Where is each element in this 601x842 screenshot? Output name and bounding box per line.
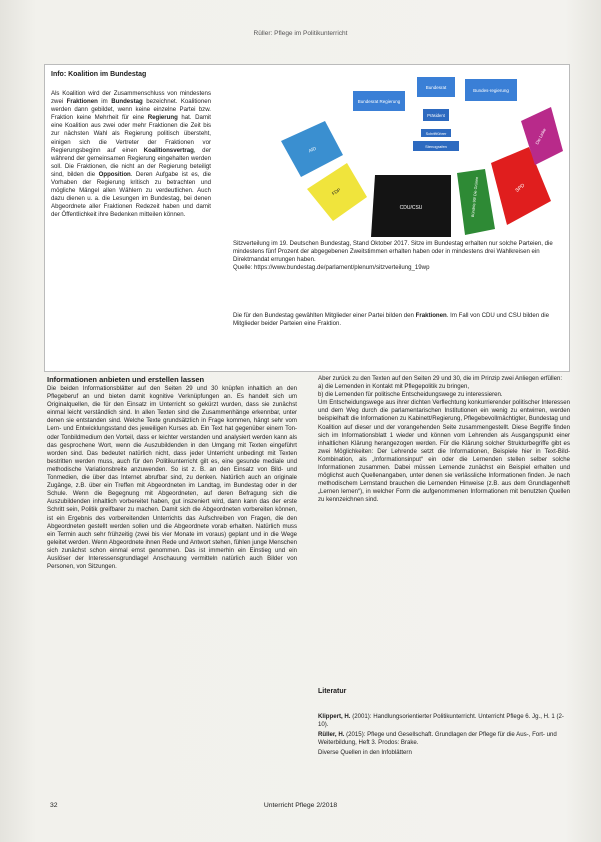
left-body-text: Die beiden Informationsblätter auf den Seiten 29 und 30 knüpfen inhaltlich an den Pflegeberuf an und bieten damit kognitive Verknüpfungen an. Es handelt sich um Originalquellen, die für den Einsatz im Unterricht so gekürzt wurden, dass sie zunächst einmal leicht verständlich sind. In allen Texten sind die Zusammenhänge erkennbar, unter denen sie entstanden sind. Welche Texte grundsätzlich in Frage kommen, hängt sehr vom Lern- und Entwicklungsstand des jeweiligen Kurses ab. Ein Text hat gegenüber einem Ton- oder Tonbildmedium den Vorteil, dass er leichter verstanden und analysiert werden kann als das gesprochene Wort, wenn die Auszubildenden in den Umgang mit Texten eingeführt worden sind. Das bedeutet natürlich nicht, dass jeder Unterricht unbedingt mit Texten bestritten werden muss, auch für den Politikunterricht gilt es, eine gesunde mediale und methodische Variationsbreite anzuwenden. So ist z. B. an den Einsatz von Bild- und Tonmedien, die über das Internet abrufbar sind, zu denken. Natürlich auch an originale Zugänge, z.B. über ein Treffen mit Abgeordneten im Landtag, im Bundestag oder in der Schule. Wenn die Begegnung mit Abgeordneten, auf deren Befragung sich die Auszubildenden inhaltlich vorbereitet haben, gut inszeniert wird, dann kann das der erste Schritt sein, Politik greifbarer zu machen. Damit sich die Abgeordneten vorbereiten können, ist ein Ergebnis des vorbereitenden Unterrichts das Aufschreiben von Fragen, die den Abgeordneten gestellt werden sollen und die Abgeordnete vorab erhalten. Natürlich muss ein Termin auch sehr frühzeitig (zwei bis vier Monate im voraus) geplant und in die Wege geleitet werden. Wenn Abgeordnete ihnen Rede und Antwort stehen, fühlen junge Menschen sich zunächst schon einmal ernst genommen. Das ist immerhin ein Einstieg und ein Auslöser der Interessensgrundlage! Anschauung vermitteln natürlich auch Bilder von Personen, von Sitzungen.	[47, 385, 297, 571]
president-label: Präsident	[427, 113, 445, 118]
info-note: Die für den Bundestag gewählten Mitglieder einer Partei bilden den Fraktionen. Im Fall von CDU und CSU bilden die Mitglieder beider Parteien eine Fraktion.	[233, 312, 550, 328]
right-body-text: Um Entscheidungswege aus ihrer dichten Verflechtung konkurrierender politischer Interessen und dem Weg durch die parlamentarischen Institutionen ein wenig zu entwirren, werden beispielhaft die Informationen zu Kabinett/Regierung, Pflegebevollmächtigter, Bundestag und Koalition auf dieser und der vorangehenden Seite zusammengestellt. Diese Begriffe finden sich im Informationsblatt 1 wieder und können vom Lehrenden als Ausgangspunkt einer inhaltlichen Klärung herangezogen werden. Für die Klärung solcher Strukturbegriffe gibt es zwei Möglichkeiten: Der Lehrende setzt die Informationen, Beispiele hier in Text-Bild-Kombination, als „Informationsinput“ ein oder die Lernenden stellen selber solche Informationen zusammen. Dabei müssen Lernende zunächst ein Beispiel erhalten und möglichst auch Quellenangaben, unter denen sie verlässliche Informationen finden. Je nach methodischem Lernstand brauchen die Lernenden Hinweise (z.B. aus dem Grundlagenheft „Lernen lernen“), in welcher Form die aufgenommenen Informationen mit benutzten Quellen zu kennzeichnen sind.	[318, 399, 570, 504]
government-block-right	[465, 79, 517, 101]
chart-caption	[233, 240, 563, 272]
info-box	[44, 64, 570, 372]
info-title: Info: Koalition im Bundestag	[51, 71, 147, 78]
literature-entry: Klippert, H. (2001): Handlungsorientierter Politikunterricht. Unterricht Pflege 6. Jg., H. 1 (2-10).	[318, 713, 564, 729]
government-block-center	[417, 77, 455, 97]
seat-nw-label: Bundesrat Regierung	[357, 99, 401, 104]
section-heading: Informationen anbieten und erstellen lassen	[47, 375, 205, 384]
label-fdp: FDP	[331, 187, 342, 197]
caption-text: Sitzverteilung im 19. Deutschen Bundestag, Stand Oktober 2017. Sitze im Bundestag erhalten nur solche Parteien, die mindestens fünf Prozent der abgegebenen Zweitstimmen erhalten haben oder in mindestens drei Wahlkreisen ein Direktmandat errungen haben.	[233, 240, 553, 264]
label-cdu-csu: CDU/CSU	[399, 205, 423, 211]
secretary-block	[421, 129, 451, 137]
label-linke: Die Linke	[534, 127, 547, 146]
seat-n-label: Bundesrat	[425, 85, 447, 90]
right-column	[318, 375, 570, 505]
right-intro: Aber zurück zu den Texten auf den Seiten 29 und 30, die im Prinzip zwei Anliegen erfüllen:	[318, 375, 563, 382]
caption-source: Quelle: https://www.bundestag.de/parlament/plenum/sitzverteilung_19wp	[233, 264, 430, 272]
label-gruene: Bündnis 90/ Die Grünen	[470, 176, 480, 218]
government-block-left	[353, 91, 405, 111]
stenographer-block	[413, 141, 459, 151]
info-text: Als Koalition wird der Zusammenschluss von mindestens zwei Fraktionen im Bundestag bezeichnet. Koalitionen werden dann gebildet, wenn keine einzelne Partei bzw. Fraktion keine Mehrheit für eine Regierung hat. Damit eine Koalition aus zwei oder mehr Fraktionen die Zeit bis zur nächsten Wahl als Regierung politisch übersteht, einigen sich die Vertreter der Fraktionen vor Regierungsbeginn auf einen Koalitionsvertrag, der während der gemeinsamen Regierung eingehalten werden soll. Die Fraktionen, die nicht an der Regierung beteiligt sind, bilden die Opposition. Deren Aufgabe ist es, die Vorhaben der Regierung kritisch zu betrachten und mögliche Mängel allen Wählern zu verdeutlichen. Auch dazu dienen u. a. die Lesungen im Bundestag, bei denen Abgeordnete aller Fraktionen Redezeit haben und damit der Öffentlichkeit ihre Bedenken mitteilen können.	[51, 90, 212, 219]
page-number: 32	[50, 802, 58, 809]
secretary-label: Schriftführer	[425, 132, 447, 136]
literature-heading: Literatur	[318, 688, 347, 695]
label-spd: SPD	[514, 182, 527, 194]
seat-ne-label: Bundes-regierung	[473, 88, 509, 93]
journal-title: Unterricht Pflege 2/2018	[263, 802, 338, 809]
right-item-b: b) die Lernenden für politische Entscheidungswege zu interessieren.	[318, 391, 503, 399]
literature-entry: Diverse Quellen in den Infoblättern	[318, 749, 412, 757]
literature-entry: Rüller, H. (2015): Pflege und Gesellschaft. Grundlagen der Pflege für die Aus-, Fort- und Weiterbildung, Heft 3. Prodos: Brake.	[318, 731, 557, 747]
label-afd: AfD	[307, 145, 317, 154]
left-column	[47, 375, 297, 571]
right-item-a: a) die Lernenden in Kontakt mit Pflegepolitik zu bringen,	[318, 383, 470, 391]
literature-list	[318, 713, 570, 759]
running-head: Rüller: Pflege im Politikunterricht	[253, 30, 348, 37]
president-block	[423, 109, 449, 121]
stenographer-label: Stenografen	[425, 144, 447, 149]
seat-distribution-diagram	[225, 69, 565, 239]
